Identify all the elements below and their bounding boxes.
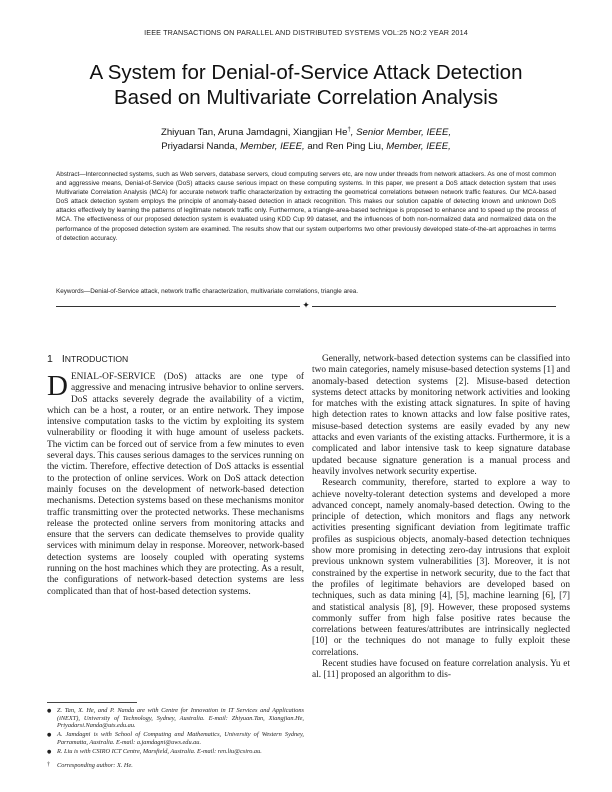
title-line-1: A System for Denial-of-Service Attack Detection [89,61,523,84]
author-name-nanda: Priyadarsi Nanda, [161,141,238,152]
right-column [312,354,570,682]
abstract-separator [56,302,556,312]
footnote-text: A. Jamdagni is with School of Computing and Mathematics, University of Western Sydney, Parramatta, Australia. E-mail: a.jamdagni@uws.edu.au. [57,731,304,746]
body-paragraph-2: Generally, network-based detection systems can be classified into two main categories, namely misuse-based detection systems [1] and anomaly-based detection systems [2]. Misuse-based detection systems detect attacks by monitoring network activities and looking for matches with the existing attack signatures. In spite of having high detection rates to known attacks and low false positive rates, misuse-based detection systems are easily evaded by any new attacks and even variants of the existing attacks. Furthermore, it is a complicated and labor intensive task to keep signature database updated because signature generation is a manual process and heavily involves network security expertise. [312,354,570,477]
intro-paragraph-1-text: (DoS) attacks are one type of aggressive and menacing intrusive behavior to online servers. DoS attacks severely degrade the availability of a victim, which can be a host, a router, or an entire network. They impose intensive computation tasks to the victim by exploiting its system vulnerability or flooding it with huge amount of useless packets. The victim can be forced out of service from a few minutes to even several days. This causes serious damages to the services running on the victim. Therefore, effective detection of DoS attacks is essential to the protection of online services. Work on DoS attack detection mainly focuses on the development of network-based detection mechanisms. Detection systems based on these mechanisms monitor traffic transmitting over the protected networks. These mechanisms release the protected online servers from monitoring attacks and ensure that the servers can dedicate themselves to provide quality services with minimum delay in response. Moreover, network-based detection systems are loosely coupled with operating systems running on the host machines which they are protecting. As a result, the configurations of network-based detection systems are less complicated than that of host-based detection systems. [47,372,304,597]
left-column [47,354,304,598]
authors-line-2 [60,140,552,154]
footnotes [47,707,304,769]
footnote-item [47,748,304,757]
corresponding-author-note [47,762,304,770]
intro-paragraph-1 [47,372,304,598]
drop-cap: D [47,370,68,402]
author-role-1: , Senior Member, IEEE, [350,127,452,138]
author-name-liu: and Ren Ping Liu, [304,141,384,152]
keywords-text: —Denial-of-Service attack, network traffic characterization, multivariate correlations, triangle area. [83,288,359,295]
bullet-icon: ● [47,708,52,714]
index-terms [56,287,556,296]
bullet-icon: ● [47,748,52,755]
author-role-liu: Member, IEEE, [383,141,451,152]
body-paragraph-4: Recent studies have focused on feature correlation analysis. Yu et al. [11] proposed an algorithm to dis- [312,659,570,681]
section-number: 1 [47,353,53,365]
corresponding-author-text: Corresponding author: X. He. [57,761,133,769]
section-title-initial: I [61,353,65,365]
author-list [60,126,552,154]
journal-header: IEEE TRANSACTIONS ON PARALLEL AND DISTRIBUTED SYSTEMS VOL:25 NO:2 YEAR 2014 [144,28,468,37]
keywords-label: Keywords [56,288,84,295]
abstract-label: Abstract [56,171,80,178]
footnote-text: Z. Tan, X. He, and P. Nanda are with Centre for Innovation in IT Services and Applications (iNEXT), University of Technology, Sydney, Australia. E-mail: Zhiyuan.Tan, Xiangjian.He, Priyadarsi.Nanda@uts.edu.au. [57,707,304,730]
abstract [56,170,556,243]
lead-in-smallcaps: ENIAL-OF-SERVICE [70,372,156,382]
footnote-rule [47,702,137,703]
paper-title [30,60,582,110]
author-role-nanda: Member, IEEE, [237,141,305,152]
footnote-item [47,731,304,746]
authors-line-1 [60,126,552,140]
footnote-item [47,707,304,730]
section-title-rest: NTRODUCTION [64,354,129,364]
abstract-text: —Interconnected systems, such as Web servers, database servers, cloud computing servers etc, are now under threads from network attackers. As one of most common and aggressive means, Denial-of-Service (DoS) attacks cause serious impact on these computing systems. In this paper, we present a DoS attack detection system that uses Multivariate Correlation Analysis (MCA) for accurate network traffic characterization by extracting the geometrical correlations between network traffic features. Our MCA-based DoS attack detection system employs the principle of anomaly-based detection in attack recognition. This makes our solution capable of detecting known and unknown DoS attacks effectively by learning the patterns of legitimate network traffic only. Furthermore, a triangle-area-based technique is proposed to enhance and to speed up the process of MCA. The effectiveness of our proposed detection system is evaluated using KDD Cup 99 dataset, and the influences of both non-normalized data and normalized data on the performance of the proposed detection system are examined. The results show that our system outperforms two other previously developed state-of-the-art approaches in terms of detection accuracy. [56,171,556,242]
body-paragraph-3: Research community, therefore, started to explore a way to achieve novelty-tolerant detection systems and developed a more advanced concept, namely anomaly-based detection. Owing to the principle of detection, which monitors and flags any network activities presenting significant deviation from legitimate traffic profiles as suspicious objects, anomaly-based detection techniques show more promising in detecting zero-day intrusions that exploit previous unknown system vulnerabilities [3]. Moreover, it is not constrained by the expertise in network security, due to the fact that the profiles of legitimate behaviors are developed based on techniques, such as data mining [4], [5], machine learning [6], [7] and statistical analysis [8], [9]. However, these proposed systems commonly suffer from high false positive rates because the correlations between features/attributes are intrinsically neglected [10] or the techniques do not manage to fully exploit these correlations. [312,478,570,658]
author-names-1: Zhiyuan Tan, Aruna Jamdagni, Xiangjian He [160,127,348,138]
footnote-text: R. Liu is with CSIRO ICT Centre, Marsfield, Australia. E-mail: ren.liu@csiro.au. [57,747,262,755]
separator-diamond: ✦ [300,300,312,312]
corresponding-author-mark: † [347,126,351,133]
dagger-mark: † [47,761,50,768]
section-heading-introduction [47,354,304,368]
bullet-icon: ● [47,732,52,739]
title-line-2: Based on Multivariate Correlation Analysis [114,86,498,109]
